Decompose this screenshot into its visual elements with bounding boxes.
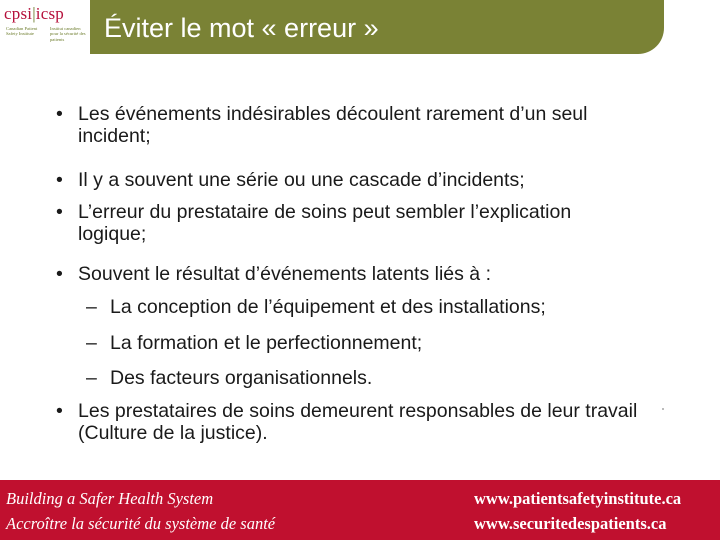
footer-url-en[interactable]: www.patientsafetyinstitute.ca bbox=[474, 489, 682, 508]
logo-brand-en: cpsi bbox=[4, 4, 33, 23]
bullet-dot-icon: • bbox=[56, 169, 63, 191]
header bbox=[0, 0, 720, 58]
bullet-item-3 bbox=[56, 201, 598, 245]
bullet-text: Les événements indésirables découlent rarement d’un seul incident; bbox=[78, 103, 588, 147]
bullet-text: Il y a souvent une série ou une cascade d’incidents; bbox=[78, 169, 525, 191]
dash-icon: – bbox=[86, 367, 97, 389]
bullet-dot-icon: • bbox=[56, 201, 63, 223]
logo-brand-fr: icsp bbox=[35, 4, 64, 23]
sub-bullet-item-3 bbox=[86, 367, 670, 389]
bullet-dot-icon: • bbox=[56, 263, 63, 285]
sub-bullet-item-1 bbox=[86, 296, 670, 318]
logo-tagline-en: Canadian Patient Safety Institute bbox=[6, 26, 38, 37]
footer-slogan-fr: Accroître la sécurité du système de santé bbox=[6, 514, 276, 533]
sub-bullet-text: Des facteurs organisationnels. bbox=[110, 367, 373, 389]
bullet-item-5 bbox=[56, 400, 658, 444]
sub-bullet-text: La conception de l’équipement et des installations; bbox=[110, 296, 546, 318]
bullet-dot-icon: • bbox=[56, 400, 63, 422]
sub-bullet-text: La formation et le perfectionnement; bbox=[110, 332, 423, 354]
footer-slogan-en: Building a Safer Health System bbox=[6, 489, 214, 508]
logo-wordmark: cpsi|icsp bbox=[4, 4, 64, 23]
bullet-text: Souvent le résultat d’événements latents liés à : bbox=[78, 263, 491, 285]
slide-title: Éviter le mot « erreur » bbox=[104, 13, 379, 43]
decorative-dot bbox=[662, 408, 664, 410]
dash-icon: – bbox=[86, 296, 97, 318]
bullet-item-1 bbox=[56, 103, 638, 147]
footer-url-fr[interactable]: www.securitedespatients.ca bbox=[474, 514, 667, 533]
bullet-dot-icon: • bbox=[56, 103, 63, 125]
bullet-text: Les prestataires de soins demeurent responsables de leur travail (Culture de la justice). bbox=[78, 400, 638, 444]
logo-tagline-fr: Institut canadien pour la sécurité des patients bbox=[50, 26, 86, 42]
sub-bullet-item-2 bbox=[86, 332, 670, 354]
bullet-item-4 bbox=[56, 263, 678, 285]
cpsi-icsp-logo bbox=[0, 0, 92, 58]
footer-band bbox=[0, 480, 720, 540]
bullet-item-2 bbox=[56, 169, 678, 191]
bullet-text: L’erreur du prestataire de soins peut sembler l’explication logique; bbox=[78, 201, 572, 245]
dash-icon: – bbox=[86, 332, 97, 354]
